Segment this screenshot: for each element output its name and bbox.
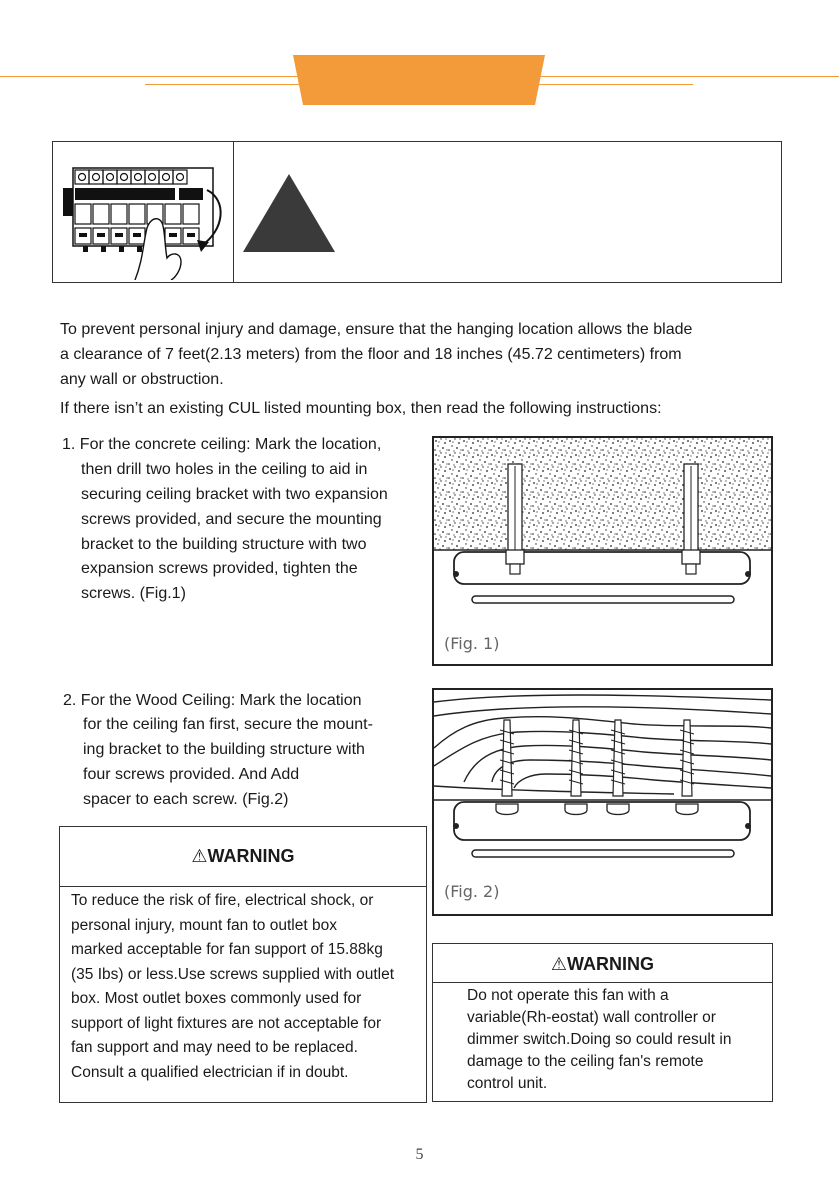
figure-2 [432,688,773,916]
step1-line-4: screws provided, and secure the mounting [81,511,382,528]
fire-shock-warning-line: marked acceptable for fan support of 15.88kg [71,941,383,958]
fire-shock-warning-line: support of light fixtures are not acceptable for [71,1015,382,1032]
fire-shock-warning-title: ⚠WARNING [191,846,295,866]
circuit-breaker-icon [57,160,227,280]
rheostat-warning-line: control unit. [467,1075,548,1092]
wood-ceiling-illustration [434,690,771,914]
intro-line-4: If there isn’t an existing CUL listed mounting box, then read the following instructions: [60,400,662,417]
step2-line-3: ing bracket to the building structure with [83,741,365,758]
rheostat-warning-line: damage to the ceiling fan's remote [467,1053,704,1070]
step1-line-5: bracket to the building structure with two [81,536,367,553]
header-rule-left-inner [145,84,303,85]
rheostat-warning-title: ⚠WARNING [550,954,655,974]
step2-line-5: spacer to each screw. (Fig.2) [83,791,289,808]
step1-line-2: then drill two holes in the ceiling to aid in [81,461,368,478]
header-rule-right-inner [535,84,693,85]
fire-shock-warning-line: Consult a qualified electrician if in doubt. [71,1064,349,1081]
step2-line-2: for the ceiling fan first, secure the mount- [83,716,373,733]
concrete-ceiling-illustration [434,438,771,664]
step1-line-1: 1. For the concrete ceiling: Mark the location, [62,436,382,453]
step1-line-7: screws. (Fig.1) [81,585,186,602]
intro-line-1: To prevent personal injury and damage, ensure that the hanging location allows the blade [60,321,693,338]
step2-line-4: four screws provided. And Add [83,766,300,783]
intro-line-3: any wall or obstruction. [60,371,224,388]
fire-shock-warning-line: (35 Ibs) or less.Use screws supplied with outlet [71,966,395,983]
power-off-box [52,141,782,283]
fire-shock-warning-line: fan support and may need to be replaced. [71,1039,358,1056]
rheostat-warning-line: dimmer switch.Doing so could result in [467,1031,732,1048]
rheostat-warning-line: Do not operate this fan with a [467,987,669,1004]
fire-shock-warning-box [59,826,427,1103]
header-rule-right [535,76,839,77]
fire-shock-warning-line: box. Most outlet boxes commonly used for [71,990,362,1007]
header-rule-left [0,76,303,77]
rheostat-warning-line: variable(Rh-eostat) wall controller or [467,1009,716,1026]
figure-2-caption: (Fig. 2) [444,882,500,901]
intro-line-2: a clearance of 7 feet(2.13 meters) from the floor and 18 inches (45.72 centimeters) from [60,346,682,363]
page-number: 5 [415,1146,424,1163]
step2-line-1: 2. For the Wood Ceiling: Mark the location [63,692,362,709]
figure-1-caption: (Fig. 1) [444,634,500,653]
fire-shock-warning-line: personal injury, mount fan to outlet box [71,917,337,934]
step1-line-3: securing ceiling bracket with two expansion [81,486,388,503]
fire-shock-warning-line: To reduce the risk of fire, electrical shock, or [71,892,374,909]
step1-line-6: expansion screws provided, tighten the [81,560,358,577]
rheostat-warning-box [432,943,773,1102]
header-tab [303,55,535,105]
warning-triangle-icon [241,172,337,254]
figure-1 [432,436,773,666]
